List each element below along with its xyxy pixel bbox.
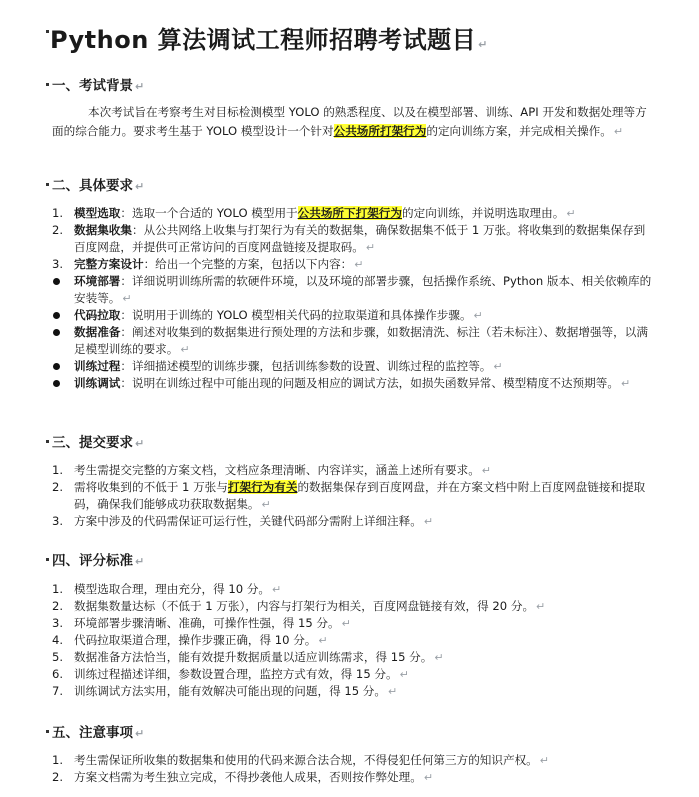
paragraph-mark: ↵: [423, 771, 434, 784]
item-text: 数据集数量达标（不低于 1 万张），内容与打架行为相关，百度网盘链接有效，得 20 分。: [74, 599, 535, 613]
item-text: ：详细描述模型的训练步骤，包括训练参数的设置、训练过程的监控等。: [120, 359, 492, 373]
list-item: [50, 649, 654, 666]
heading-text: 一、考试背景: [52, 78, 133, 94]
list-item: [50, 666, 654, 683]
paragraph-mark: ↵: [122, 292, 132, 305]
heading-text: 五、注意事项: [52, 725, 133, 741]
item-number: 1.: [52, 582, 64, 596]
paragraph-mark: ↵: [434, 651, 444, 664]
item-text: 训练过程描述详细，参数设置合理，监控方式有效，得 15 分。: [74, 667, 398, 681]
list-item: [50, 479, 654, 513]
item-number: 1.: [52, 206, 64, 220]
paragraph-mark: ↵: [423, 515, 434, 528]
paragraph-marker: [46, 30, 49, 33]
list-item: [50, 513, 654, 530]
item-text: ：说明在训练过程中可能出现的问题及相应的调试方法，如损失函数异常、模型精度不达预期等。: [120, 376, 619, 390]
item-key: 完整方案设计: [74, 257, 144, 271]
background-paragraph: [52, 103, 652, 141]
item-number: 4.: [52, 633, 64, 647]
paragraph-mark: ↵: [261, 498, 271, 511]
bullet-item: [50, 273, 654, 307]
item-text: 考生需保证所收集的数据集和使用的代码来源合法合规，不得侵犯任何第三方的知识产权。: [74, 753, 538, 767]
paragraph-mark: ↵: [566, 207, 576, 220]
list-item: [50, 222, 654, 256]
section-heading-notes: [52, 721, 144, 741]
list-item: [50, 462, 654, 479]
bullet-icon: [53, 278, 60, 285]
item-text: ：阐述对收集到的数据集进行预处理的方法和步骤，如数据清洗、标注（若未标注）、数据增强等，以满足模型训练的要求。: [74, 325, 648, 356]
list-item: [50, 683, 654, 700]
scoring-list: [50, 581, 654, 700]
list-item: [50, 598, 654, 615]
paragraph-mark: ↵: [180, 343, 190, 356]
item-key: 环境部署: [74, 274, 121, 288]
item-number: 2.: [52, 223, 64, 237]
item-number: 3.: [52, 616, 64, 630]
paragraph-mark: ↵: [478, 38, 488, 51]
list-item: [50, 752, 654, 769]
paragraph-mark: ↵: [135, 437, 145, 450]
paragraph-mark: ↵: [493, 360, 503, 373]
bullet-icon: [53, 329, 60, 336]
bullet-item: [50, 375, 654, 392]
paragraph-mark: ↵: [473, 309, 483, 322]
section-heading-requirements: [52, 174, 144, 194]
item-text: 训练调试方法实用，能有效解决可能出现的问题，得 15 分。: [74, 684, 386, 698]
paragraph-mark: ↵: [399, 668, 409, 681]
para-text: 的定向训练方案，并完成相关操作。: [426, 124, 612, 138]
paragraph-mark: ↵: [318, 634, 328, 647]
item-number: 2.: [52, 770, 64, 784]
item-number: 5.: [52, 650, 64, 664]
item-text: ：给出一个完整的方案，包括以下内容：: [143, 257, 353, 271]
paragraph-mark: ↵: [135, 180, 145, 193]
heading-text: 四、评分标准: [52, 553, 133, 569]
item-number: 7.: [52, 684, 64, 698]
page-title: [50, 20, 488, 55]
item-number: 3.: [52, 257, 64, 271]
highlight-text: 公共场所下打架行为: [297, 206, 402, 220]
paragraph-marker: [46, 558, 49, 561]
bullet-icon: [53, 363, 60, 370]
paragraph-mark: ↵: [135, 80, 145, 93]
item-text: 考生需提交完整的方案文档，文档应条理清晰、内容详实，涵盖上述所有要求。: [74, 463, 480, 477]
para-text: 本次考试旨在考察考生对目标检测模型 YOLO 的熟悉程度、以及在模型部署、训练、API 开发和数据处理等方面的综合能力。要求考生基于 YOLO 模型设计一个针对: [52, 105, 647, 138]
bullet-item: [50, 324, 654, 358]
list-item: [50, 615, 654, 632]
item-number: 1.: [52, 463, 64, 477]
item-key: 数据准备: [74, 325, 121, 339]
bullet-icon: [53, 380, 60, 387]
list-item: [50, 632, 654, 649]
paragraph-mark: ↵: [387, 685, 398, 698]
item-number: 6.: [52, 667, 64, 681]
paragraph-mark: ↵: [272, 583, 282, 596]
bullet-icon: [53, 312, 60, 319]
section-heading-scoring: [52, 549, 144, 569]
item-text: 的数据集保存到百度网盘，并在方案文档中附上百度网盘链接和提取码，确保我们能够成功获取数据集。: [74, 480, 646, 511]
paragraph-mark: ↵: [620, 377, 631, 390]
item-number: 2.: [52, 480, 64, 494]
paragraph-mark: ↵: [135, 555, 145, 568]
section-heading-background: [52, 74, 144, 94]
submission-list: [50, 462, 654, 530]
paragraph-marker: [46, 440, 49, 443]
item-key: 训练调试: [74, 376, 121, 390]
highlight-text: 打架行为有关: [227, 480, 298, 494]
paragraph-mark: ↵: [536, 600, 546, 613]
notes-list: [50, 752, 654, 786]
item-key: 模型选取: [74, 206, 121, 220]
bullet-item: [50, 358, 654, 375]
list-item: [50, 581, 654, 598]
heading-text: 三、提交要求: [52, 435, 133, 451]
paragraph-mark: ↵: [354, 258, 364, 271]
item-text: 代码拉取渠道合理，操作步骤正确，得 10 分。: [74, 633, 317, 647]
paragraph-mark: ↵: [341, 617, 351, 630]
item-text: ：选取一个合适的 YOLO 模型用于: [120, 206, 298, 220]
list-item: [50, 769, 654, 786]
item-number: 3.: [52, 514, 64, 528]
paragraph-mark: ↵: [481, 464, 492, 477]
paragraph-mark: ↵: [539, 754, 549, 767]
highlight-text: 公共场所打架行为: [333, 124, 427, 138]
item-text: ：从公共网络上收集与打架行为有关的数据集，确保数据集不低于 1 万张。将收集到的数据集保存到百度网盘，并提供可正常访问的百度网盘链接及提取码。: [74, 223, 646, 254]
requirements-list: [50, 205, 654, 392]
item-key: 数据集收集: [74, 223, 132, 237]
item-text: 需将收集到的不低于 1 万张与: [74, 480, 228, 494]
item-text: 方案中涉及的代码需保证可运行性，关键代码部分需附上详细注释。: [74, 514, 422, 528]
paragraph-marker: [46, 730, 49, 733]
item-text: ：详细说明训练所需的软硬件环境，以及环境的部署步骤，包括操作系统、Python 版本、相关依赖库的安装等。: [74, 274, 652, 305]
paragraph-mark: ↵: [365, 241, 376, 254]
list-item: [50, 256, 654, 273]
paragraph-marker: [46, 183, 49, 186]
item-text: ：说明用于训练的 YOLO 模型相关代码的拉取渠道和具体操作步骤。: [120, 308, 472, 322]
list-item: [50, 205, 654, 222]
item-text: 模型选取合理，理由充分，得 10 分。: [74, 582, 271, 596]
section-heading-submission: [52, 431, 144, 451]
item-number: 1.: [52, 753, 64, 767]
item-text: 的定向训练，并说明选取理由。: [402, 206, 565, 220]
bullet-item: [50, 307, 654, 324]
item-text: 数据准备方法恰当，能有效提升数据质量以适应训练需求，得 15 分。: [74, 650, 433, 664]
paragraph-mark: ↵: [613, 125, 624, 138]
item-key: 代码拉取: [74, 308, 121, 322]
heading-text: 二、具体要求: [52, 178, 133, 194]
item-text: 环境部署步骤清晰、准确，可操作性强，得 15 分。: [74, 616, 340, 630]
title-text: Python 算法调试工程师招聘考试题目: [50, 26, 477, 54]
paragraph-marker: [46, 83, 49, 86]
item-number: 2.: [52, 599, 64, 613]
paragraph-mark: ↵: [135, 727, 145, 740]
item-key: 训练过程: [74, 359, 121, 373]
item-text: 方案文档需为考生独立完成，不得抄袭他人成果，否则按作弊处理。: [74, 770, 422, 784]
